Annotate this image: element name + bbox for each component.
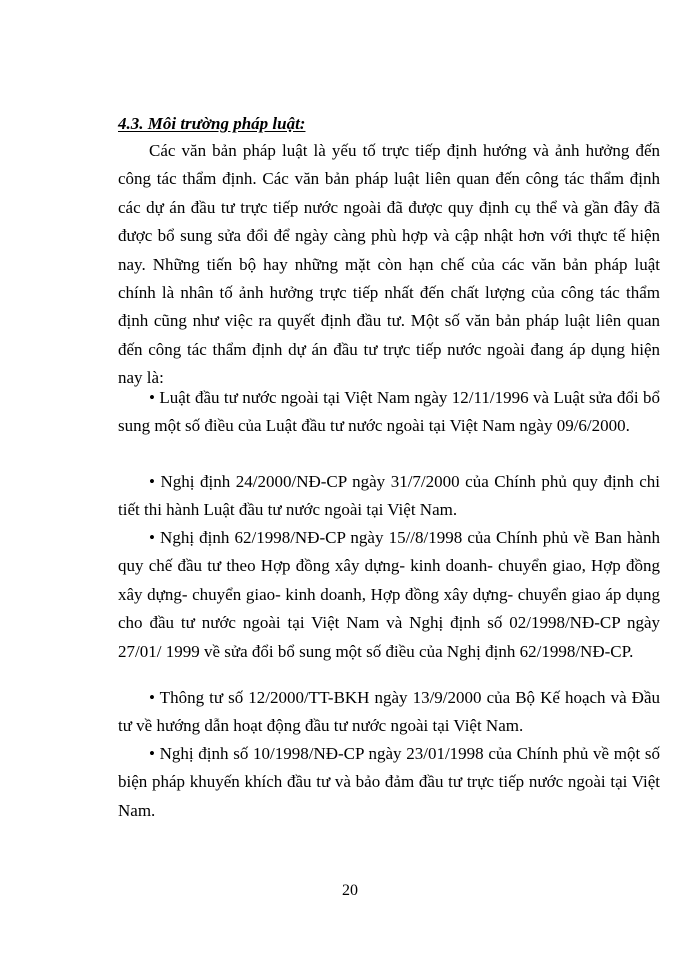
legal-document-item: • Luật đầu tư nước ngoài tại Việt Nam ngày 12/11/1996 và Luật sửa đổi bổ sung một số điều của Luật đầu tư nước ngoài tại Việt Nam ngày 09/6/2000. — [118, 388, 660, 436]
section-heading: 4.3. Môi trường pháp luật: — [118, 114, 306, 133]
legal-document-item: • Nghị định 24/2000/NĐ-CP ngày 31/7/2000 của Chính phủ quy định chi tiết thi hành Luật đầu tư nước ngoài tại Việt Nam. — [118, 472, 660, 520]
intro-paragraph: Các văn bản pháp luật là yếu tố trực tiếp định hướng và ảnh hưởng đến công tác thẩm định. Các văn bản pháp luật liên quan đến công tác thẩm định các dự án đầu tư trực tiếp nước ngoài đã được quy định cụ thể và gần đây đã được bổ sung sửa đổi để ngày càng phù hợp và cập nhật hơn với thực tế hiện nay. Những tiến bộ hay những mặt còn hạn chế của các văn bản pháp luật chính là nhân tố ảnh hưởng trực tiếp nhất đến chất lượng của công tác thẩm định cũng như việc ra quyết định đầu tư. Một số văn bản pháp luật liên quan đến công tác thẩm định dự án đầu tư trực tiếp nước ngoài đang áp dụng hiện nay là: — [118, 141, 660, 388]
page-number: 20 — [342, 882, 358, 899]
legal-document-item: • Thông tư số 12/2000/TT-BKH ngày 13/9/2000 của Bộ Kế hoạch và Đầu tư về hướng dẫn hoạt động đầu tư nước ngoài tại Việt Nam. — [118, 688, 660, 736]
legal-document-item: • Nghị định 62/1998/NĐ-CP ngày 15//8/1998 của Chính phủ về Ban hành quy chế đầu tư theo Hợp đồng xây dựng- kinh doanh- chuyển giao, Hợp đồng xây dựng- chuyển giao- kinh doanh, Hợp đồng xây dựng- chuyển giao áp dụng cho đầu tư nước ngoài tại Việt Nam và Nghị định số 02/1998/NĐ-CP ngày 27/01/ 1999 về sửa đổi bổ sung một số điều của Nghị định 62/1998/NĐ-CP. — [118, 528, 660, 661]
legal-document-item: • Nghị định số 10/1998/NĐ-CP ngày 23/01/1998 của Chính phủ về một số biện pháp khuyến khích đầu tư và bảo đảm đầu tư trực tiếp nước ngoài tại Việt Nam. — [118, 744, 660, 820]
